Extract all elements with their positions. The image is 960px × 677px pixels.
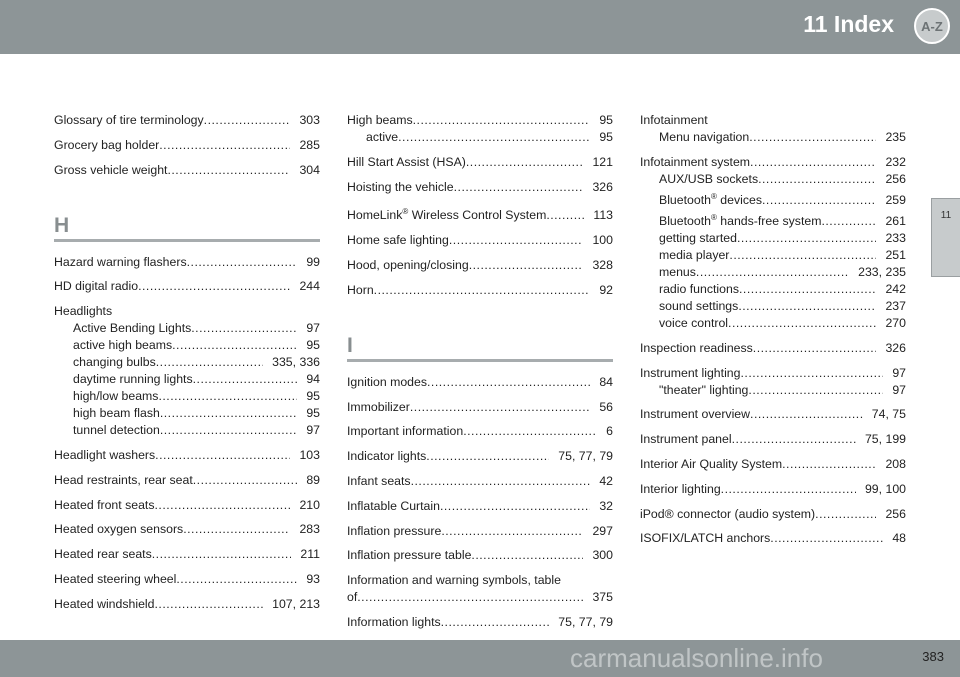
index-entry: Instrument panel ..... 75, 199	[640, 431, 906, 448]
index-entry: Instrument lighting ..... 97	[640, 365, 906, 382]
index-subentry: high beam flash ..... 95	[54, 405, 320, 422]
index-subentry: Bluetooth® devices ..... 259	[640, 188, 906, 209]
watermark: carmanualsonline.info	[570, 643, 823, 673]
index-entry: Information and warning symbols, table of ..... 375	[347, 572, 613, 606]
chapter-title: 11 Index	[803, 11, 894, 37]
index-subentry: media player ..... 251	[640, 247, 906, 264]
section-divider	[54, 239, 320, 242]
index-entry: HomeLink® Wireless Control System ..... 113	[347, 203, 613, 224]
index-subentry: sound settings ..... 237	[640, 298, 906, 315]
index-entry: Inflatable Curtain ..... 32	[347, 498, 613, 515]
index-subentry: active high beams ..... 95	[54, 337, 320, 354]
index-entry: Horn ..... 92	[347, 282, 613, 299]
index-entry: Home safe lighting ..... 100	[347, 232, 613, 249]
index-subentry: high/low beams ..... 95	[54, 388, 320, 405]
index-entry: Information lights ..... 75, 77, 79	[347, 614, 613, 631]
index-subentry: active ..... 95	[347, 129, 613, 146]
index-entry: Ignition modes ..... 84	[347, 374, 613, 391]
index-entry: Infant seats ..... 42	[347, 473, 613, 490]
index-entry: Headlight washers ..... 103	[54, 447, 320, 464]
index-entry: Heated windshield ..... 107, 213	[54, 596, 320, 613]
index-entry: Inspection readiness ..... 326	[640, 340, 906, 357]
index-entry: Heated front seats ..... 210	[54, 497, 320, 514]
index-entry: Important information ..... 6	[347, 423, 613, 440]
index-subentry: tunnel detection ..... 97	[54, 422, 320, 439]
index-entry: Interior Air Quality System ..... 208	[640, 456, 906, 473]
index-entry: Head restraints, rear seat ..... 89	[54, 472, 320, 489]
section-divider	[347, 359, 613, 362]
page-number: 383	[922, 649, 944, 664]
index-subentry: getting started ..... 233	[640, 230, 906, 247]
index-column-3	[640, 112, 906, 555]
index-subentry: Bluetooth® hands-free system ..... 261	[640, 209, 906, 230]
index-entry: Infotainment system ..... 232	[640, 154, 906, 171]
index-entry: Hood, opening/closing ..... 328	[347, 257, 613, 274]
index-entry: Grocery bag holder ..... 285	[54, 137, 320, 154]
index-entry: Headlights	[54, 304, 113, 319]
index-entry: Hoisting the vehicle ..... 326	[347, 179, 613, 196]
section-letter-i: I	[347, 333, 353, 357]
index-subentry: Menu navigation ..... 235	[640, 129, 906, 146]
index-subentry: radio functions ..... 242	[640, 281, 906, 298]
index-subentry: AUX/USB sockets ..... 256	[640, 171, 906, 188]
index-subentry: menus ..... 233, 235	[640, 264, 906, 281]
index-entry: Interior lighting ..... 99, 100	[640, 481, 906, 498]
index-entry: High beams ..... 95	[347, 112, 613, 129]
index-subentry: daytime running lights ..... 94	[54, 371, 320, 388]
index-entry: HD digital radio ..... 244	[54, 278, 320, 295]
index-entry: Inflation pressure table ..... 300	[347, 547, 613, 564]
index-subentry: changing bulbs ..... 335, 336	[54, 354, 320, 371]
index-subentry: Active Bending Lights ..... 97	[54, 320, 320, 337]
index-subentry: "theater" lighting ..... 97	[640, 382, 906, 399]
section-letter-h: H	[54, 213, 70, 237]
index-entry: Inflation pressure ..... 297	[347, 523, 613, 540]
index-entry: Instrument overview ..... 74, 75	[640, 406, 906, 423]
index-entry: Hazard warning flashers ..... 99	[54, 254, 320, 271]
index-entry: Heated rear seats ..... 211	[54, 546, 320, 563]
index-entry: Heated oxygen sensors ..... 283	[54, 521, 320, 538]
index-entry: Glossary of tire terminology ..... 303	[54, 112, 320, 129]
index-column-1	[54, 112, 320, 621]
index-entry: Hill Start Assist (HSA) ..... 121	[347, 154, 613, 171]
index-entry: Infotainment	[640, 113, 708, 127]
index-column-2	[347, 112, 613, 639]
chapter-tab[interactable]: 11	[931, 198, 960, 277]
index-entry: Immobilizer ..... 56	[347, 399, 613, 416]
index-entry: Indicator lights ..... 75, 77, 79	[347, 448, 613, 465]
index-entry: Gross vehicle weight ..... 304	[54, 162, 320, 179]
index-entry: Heated steering wheel ..... 93	[54, 571, 320, 588]
page-header	[0, 0, 960, 54]
a-z-index-icon: A-Z	[914, 8, 950, 44]
index-entry: iPod® connector (audio system) ..... 256	[640, 506, 906, 523]
index-subentry: voice control ..... 270	[640, 315, 906, 332]
index-entry: ISOFIX/LATCH anchors ..... 48	[640, 530, 906, 547]
